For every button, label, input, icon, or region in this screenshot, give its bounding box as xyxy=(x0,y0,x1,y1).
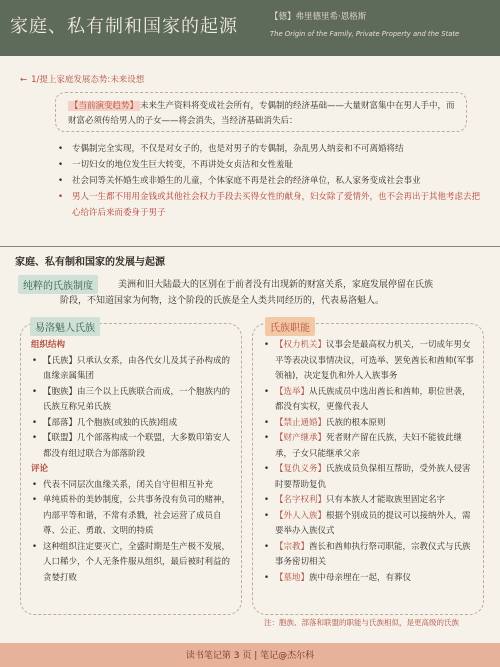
list-item: • 【财产继承】死者财产留在氏族，夫妇不能彼此继承，子女只能继承父亲 xyxy=(263,431,477,462)
panel-note: 注：胞族、部落和联盟的职能与氏族相似，是更高级的氏族 xyxy=(264,618,459,627)
section-intro-2: 阶段，不知道国家为何物，这个阶段的氏族是全人类共同经历的，代表易洛魁人。 xyxy=(60,296,385,306)
list-item: • 【名字权利】只有本族人才能取族里固定名字 xyxy=(263,493,477,509)
english-subtitle: The Origin of the Family, Private Property and the State xyxy=(270,30,460,38)
list-item: • 代表不同层次血缘关系，闭关自守但相互补充 xyxy=(31,478,231,494)
iroquois-tag: 易洛魁人氏族 xyxy=(30,317,100,336)
list-item: • 这种组织注定要灭亡，全盛时期是生产极不发展，人口稀少，个人无条件服从组织，最后被时利益的贪婪打败 xyxy=(31,540,231,587)
breadcrumb-text: 1/提上家庭发展态势:未来设想 xyxy=(31,75,145,85)
trend-bullets xyxy=(56,141,486,221)
list-item: • 【宗教】酋长和酋帅执行祭司职能，宗教仪式与氏族事务密切相关 xyxy=(263,540,477,571)
footer-bar xyxy=(0,643,500,667)
list-item: • 【外人入族】根据个别成员的提议可以接纳外人，需要举办入族仪式 xyxy=(263,509,477,540)
header-banner xyxy=(0,0,500,56)
section-title: 家庭、私有制和国家的发展与起源 xyxy=(15,257,165,268)
list-item: • 【胞族】由三个以上氏族联合而成，一个胞族内的氏族互称兄弟氏族 xyxy=(31,385,231,416)
gens-functions-panel xyxy=(252,323,484,615)
section-intro-2-wrap xyxy=(20,293,490,309)
list-item: • 专偶制完全实现，不仅是对女子的，也是对男子的专偶制，杂乱男人纳妾和不可离婚将结 xyxy=(56,141,486,157)
list-item: • 【选举】从氏族成员中选出酋长和酋帅，职位世袭，都没有实权，更像代表人 xyxy=(263,385,477,416)
list-item: • 一切妇女的地位发生巨大转变，不再讲处女贞洁和女性羞耻 xyxy=(56,157,486,173)
iroquois-panel xyxy=(20,323,242,615)
list-item: • 【联盟】几个部落构成一个联盟，大多数印第安人都没有组过联合为部落阶段 xyxy=(31,431,231,462)
subhead-structure: 组织结构 xyxy=(31,340,66,350)
functions-tag: 氏族职能 xyxy=(265,317,315,336)
divider xyxy=(0,246,500,247)
footer-text: 读书笔记第 3 页 | 笔记@杰尔科 xyxy=(185,651,315,661)
trend-highlight: 【当前演变趋势】 xyxy=(70,101,139,111)
list-item: • 社会同等关怀婚生或非婚生的儿童，个体家庭不再是社会的经济单位，私人家务变成社会事业 xyxy=(56,173,486,189)
breadcrumb[interactable] xyxy=(20,73,144,85)
gentile-tag: 纯粹的氏族制度 xyxy=(18,275,98,294)
back-arrow-icon[interactable]: ← xyxy=(20,75,28,85)
page-title: 家庭、私有制和国家的起源 xyxy=(10,16,238,37)
list-item: • 【墓地】族中母亲埋在一起，有葬仪 xyxy=(263,571,477,587)
trend-text: 未来生产资料将变成社会所有，专偶制的经济基础——大量财富集中在男人手中，而财富必须传给男人的子女——将会消失，当经济基础消失后： xyxy=(68,101,455,126)
list-item: • 单纯质朴的美妙制度，公共事务没有负司的赌神，内部平等和谐，不常有杀戮，社会运营了成员自尊、公正、勇敢、文明的特质 xyxy=(31,493,231,540)
list-item: • 【复仇义务】氏族成员负保相互帮助，受外族人侵害时要帮助复仇 xyxy=(263,462,477,493)
list-item: • 【禁止通婚】氏族的根本原则 xyxy=(263,416,477,432)
list-item: • 【氏族】只承认女系，由各代女儿及其子孙构成的血缘亲属集团 xyxy=(31,354,231,385)
current-trend-box xyxy=(55,92,467,132)
subhead-comment: 评论 xyxy=(31,464,49,474)
section-intro-1: 美洲和旧大陆最大的区别在于前者没有出现新的财富关系，家庭发展停留在氏族 xyxy=(118,280,434,290)
author-line: 【德】弗里德里希·恩格斯 xyxy=(270,12,367,22)
list-item: • 【权力机关】议事会是最高权力机关，一切成年男女平等表决议事情决议，可选举、罢免酋长和酋帅(军事领袖)，决定复仇和外人入族事务 xyxy=(263,338,477,385)
list-item: • 男人一生都不用用金钱或其他社会权力手段去买得女性的献身，妇女除了爱情外，也不会再出于其他考虑去把心给许后来而委身于男子 xyxy=(56,189,486,221)
list-item: • 【部落】几个胞族(或独的氏族)组成 xyxy=(31,416,231,432)
